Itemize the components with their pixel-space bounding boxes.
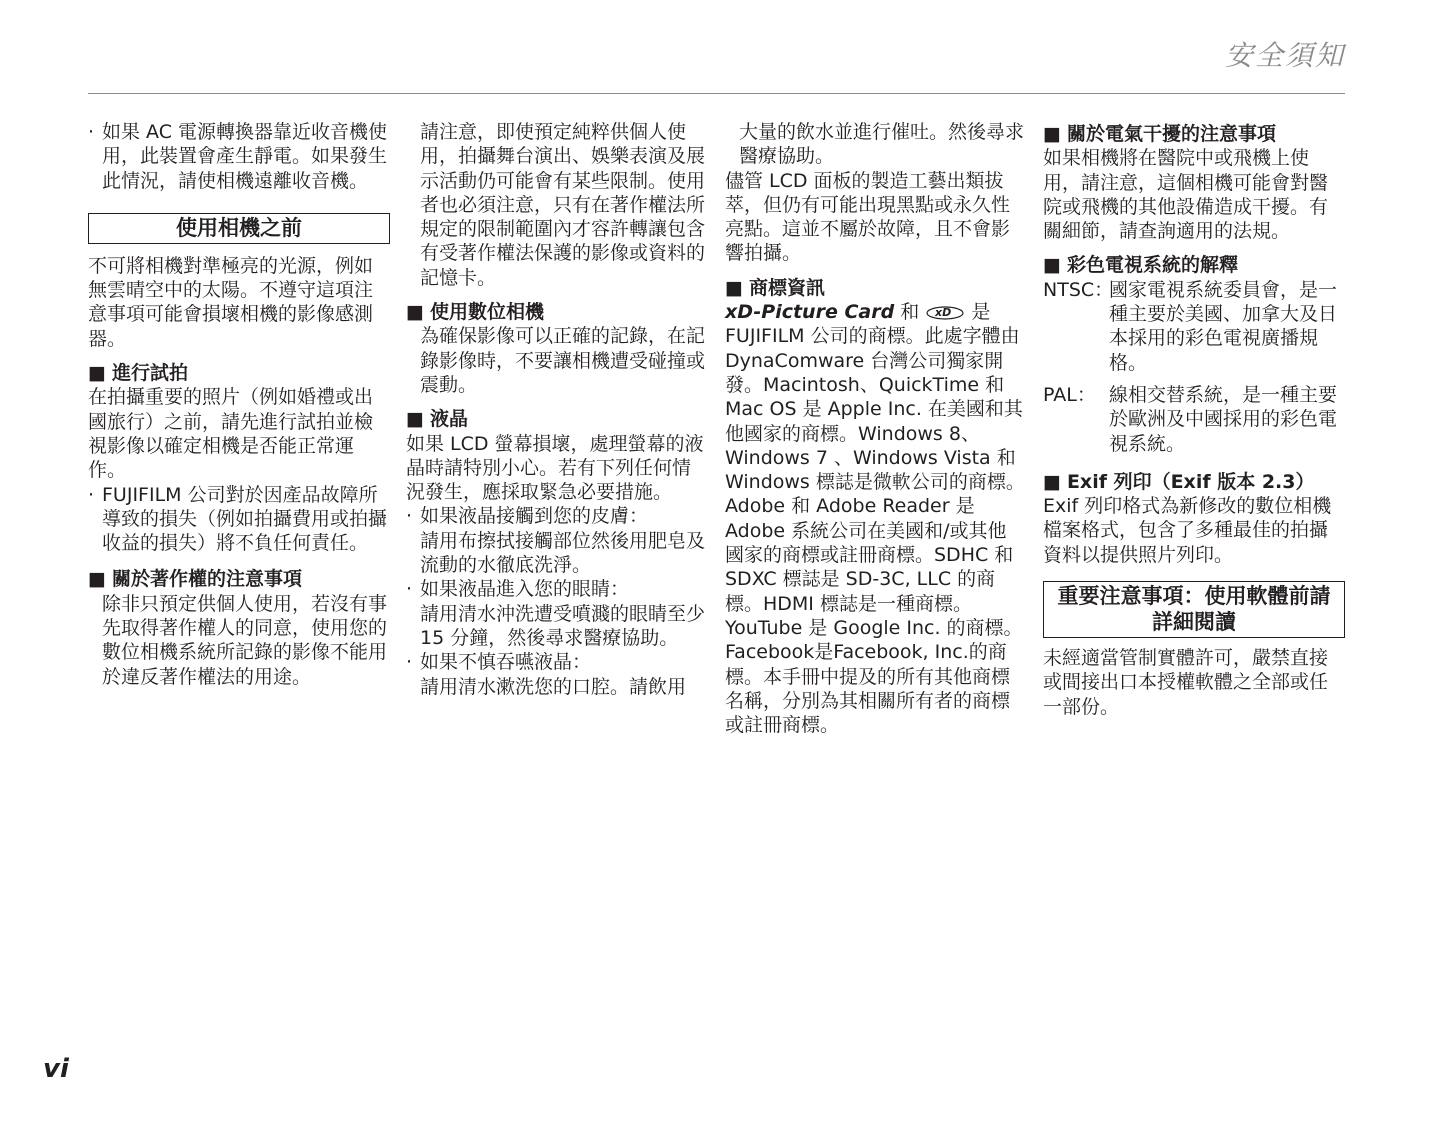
copyright-text: 除非只預定供個人使用，若沒有事先取得著作權人的同意，使用您的數位相機系統所記錄的影像不能用於違反著作權法的用途。 — [102, 592, 388, 688]
interference-heading: ■ 關於電氣干擾的注意事項 — [1043, 123, 1276, 145]
before-use-heading: 使用相機之前 — [88, 213, 390, 244]
square-bullet-icon: ■ — [406, 301, 424, 324]
square-bullet-icon: ■ — [1043, 470, 1061, 493]
svg-text:xD: xD — [935, 306, 952, 320]
trademarks-heading: ■ 商標資訊 — [725, 276, 825, 299]
software-notice-text: 未經適當管制實體許可，嚴禁直接或間接出口本授權軟體之全部或任一部份。 — [1043, 647, 1329, 718]
square-bullet-icon: ■ — [1043, 123, 1061, 145]
ntsc-description: 國家電視系統委員會，是一種主要於美國、加拿大及日本採用的彩色電視廣播規格。 — [1109, 278, 1338, 374]
copyright-continued-text: 請注意，即使預定純粹供個人使用，拍攝舞台演出、娛樂表演及展示活動仍可能會有某些限制。使用者也必須注意，只有在著作權法所規定的限制範圍內才容許轉讓包含有受著作權法保護的影像或資料的記憶卡。 — [420, 121, 706, 289]
square-bullet-icon: ■ — [88, 568, 106, 591]
xd-picture-card-name: xD-Picture Card — [725, 301, 895, 324]
square-bullet-icon: ■ — [88, 362, 106, 385]
column-1 — [88, 120, 390, 689]
lcd-skin-text: 請用布擦拭接觸部位然後用肥皂及流動的水徹底洗淨。 — [420, 529, 706, 577]
ac-adapter-bullet: · 如果 AC 電源轉換器靠近收音機使用，此裝置會產生靜電。如果發生此情況，請使相機遠離收音機。 — [88, 120, 390, 193]
column-3 — [725, 120, 1025, 737]
lcd-heading: ■ 液晶 — [406, 408, 468, 431]
test-shots-text: 在拍攝重要的照片（例如婚禮或出國旅行）之前，請先進行試拍並檢視影像以確定相機是否能正常運作。 — [88, 386, 374, 482]
fujifilm-liability-bullet: · FUJIFILM 公司對於因產品故障所導致的損失（例如拍攝費用或拍攝收益的損失）將不負任何責任。 — [88, 483, 390, 556]
trademarks-xd-line: xD-Picture Card 和 xD 是 — [725, 301, 991, 324]
interference-text: 如果相機將在醫院中或飛機上使用，請注意，這個相機可能會對醫院或飛機的其他設備造成干擾。有關細節，請查詢適用的法規。 — [1043, 147, 1329, 243]
trademarks-text: FUJIFILM 公司的商標。此處字體由 DynaComware 台灣公司獨家開發。Macintosh、QuickTime 和 Mac OS 是 Apple Inc. 在美國和其他國家的商標。Windows 8、Windows 7 、Windows Vista 和 Windows 標誌是微軟公司的商標。Adobe 和 Adobe Reader 是 Adobe 系統公司在美國和/或其他國家的商標或註冊商標。SDHC 和 SDXC 標誌是 SD-3C, LLC 的商標。HDMI 標誌是一種商標。YouTube 是 Google Inc. 的商標。Facebook是Facebook, Inc.的商標。本手冊中提及的所有其他商標名稱，分別為其相關所有者的商標或註冊商標。 — [725, 325, 1025, 737]
ntsc-term: NTSC： — [1043, 278, 1114, 301]
pal-term: PAL： — [1043, 383, 1096, 406]
square-bullet-icon: ■ — [406, 408, 424, 431]
lcd-continued-text: 大量的飲水並進行催吐。然後尋求醫療協助。 — [739, 121, 1025, 168]
lcd-swallow-text: 請用清水漱洗您的口腔。請飲用 — [420, 675, 687, 698]
digital-camera-text: 為確保影像可以正確的記錄，在記錄影像時，不要讓相機遭受碰撞或震動。 — [420, 325, 706, 396]
page-header-title: 安全須知 — [1224, 39, 1345, 72]
before-use-text: 不可將相機對準極亮的光源，例如無雲晴空中的太陽。不遵守這項注意事項可能會損壞相機的影像感測器。 — [88, 254, 374, 350]
exif-text: Exif 列印格式為新修改的數位相機檔案格式，包含了多種最佳的拍攝資料以提供照片列印。 — [1043, 495, 1332, 566]
lcd-text: 如果 LCD 螢幕損壞，處理螢幕的液晶時請特別小心。若有下列任何情況發生，應採取緊急必要措施。 — [406, 432, 704, 504]
header-divider — [88, 93, 1345, 94]
software-notice-heading: 重要注意事項：使用軟體前請詳細閱讀 — [1043, 581, 1345, 638]
square-bullet-icon: ■ — [1043, 254, 1061, 277]
square-bullet-icon: ■ — [725, 276, 743, 299]
pal-description: 線相交替系統，是一種主要於歐洲及中國採用的彩色電視系統。 — [1109, 383, 1338, 455]
lcd-pixels-text: 儘管 LCD 面板的製造工藝出類拔萃，但仍有可能出現黑點或永久性亮點。這並不屬於故障，且不會影響拍攝。 — [725, 169, 1011, 265]
lcd-eyes-bullet: · 如果液晶進入您的眼睛： — [406, 577, 706, 601]
column-4 — [1043, 120, 1345, 719]
tv-systems-heading: ■ 彩色電視系統的解釋 — [1043, 254, 1238, 277]
column-2 — [406, 120, 706, 699]
ntsc-definition — [1043, 278, 1345, 375]
lcd-eyes-text: 請用清水沖洗遭受噴濺的眼睛至少 15 分鐘，然後尋求醫療協助。 — [420, 602, 706, 649]
exif-heading: ■ Exif 列印（Exif 版本 2.3） — [1043, 470, 1315, 493]
test-shots-heading: ■ 進行試拍 — [88, 362, 188, 385]
page-number: vi — [43, 1054, 69, 1084]
lcd-skin-bullet: · 如果液晶接觸到您的皮膚： — [406, 504, 706, 528]
lcd-swallow-bullet: · 如果不慎吞嚥液晶： — [406, 650, 706, 674]
xd-picture-card-logo-icon — [925, 303, 965, 321]
pal-definition — [1043, 383, 1345, 456]
digital-camera-heading: ■ 使用數位相機 — [406, 301, 544, 324]
copyright-heading: ■ 關於著作權的注意事項 — [88, 568, 302, 591]
